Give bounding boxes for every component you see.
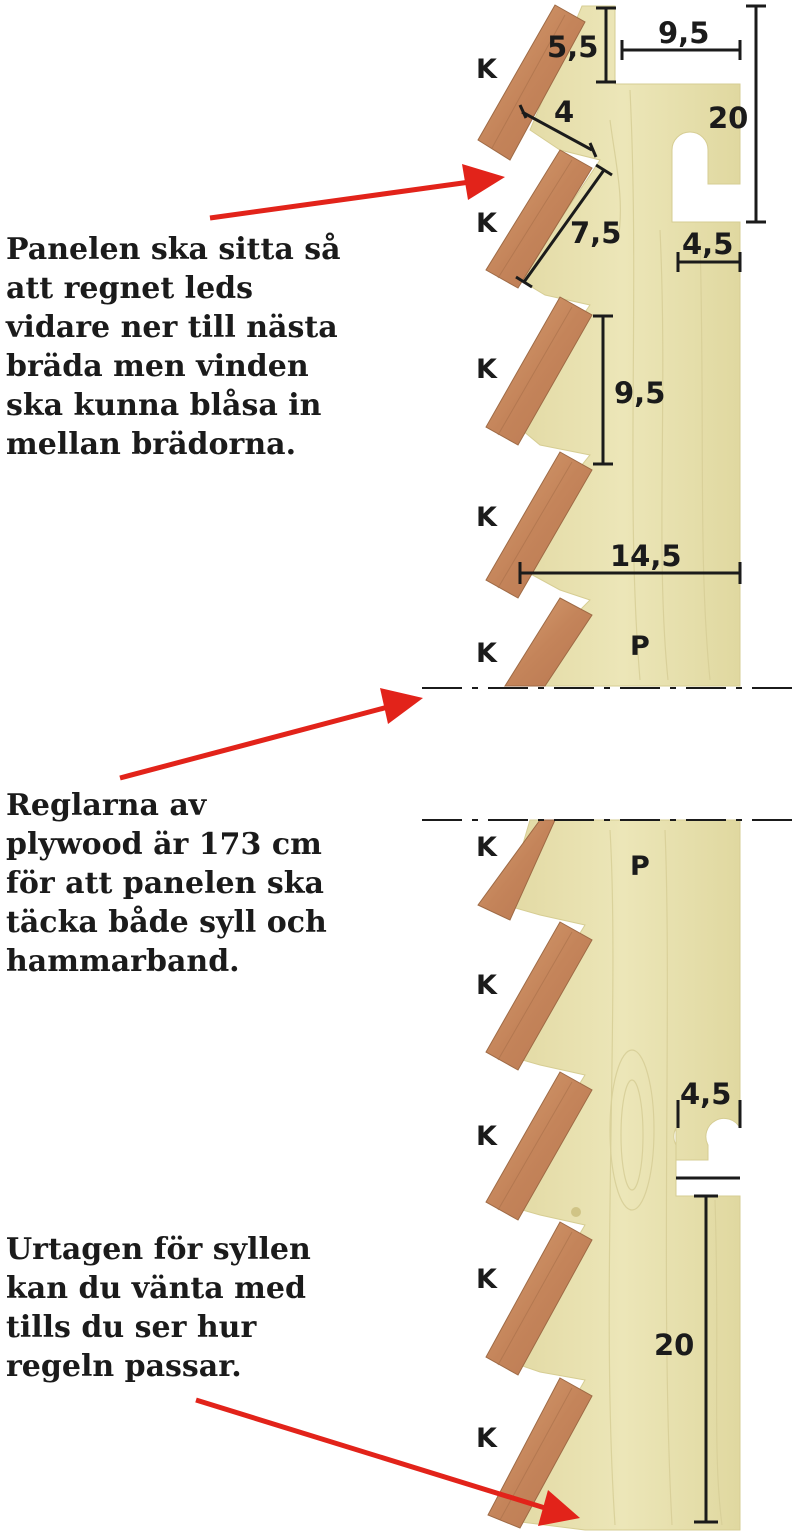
dim-notch-width-bottom: 4,5: [680, 1077, 732, 1111]
slat-label-10: K: [476, 1423, 497, 1454]
slat-label-1: K: [476, 54, 497, 85]
arrow-to-break: [120, 688, 423, 778]
rain-caption: Panelen ska sitta så att regnet leds vidare ner till nästa bräda men vinden ska kunna blåsa in mellan brädorna.: [6, 232, 341, 462]
dim-slat-depth: 7,5: [570, 216, 622, 250]
slat-label-9: K: [476, 1264, 497, 1295]
slat-label-5: K: [476, 638, 497, 669]
studs-caption: Reglarna av plywood är 173 cm för att panelen ska täcka både syll och hammarband.: [6, 788, 327, 979]
panel-label-lower: P: [630, 851, 650, 882]
dim-slat-top-height: 5,5: [547, 30, 599, 64]
dim-notch-width-top: 4,5: [682, 227, 734, 261]
dim-slat-thickness: 4: [554, 95, 575, 129]
break-lines: [422, 688, 796, 820]
slat-label-2: K: [476, 208, 497, 239]
dim-slat-spacing: 9,5: [614, 376, 666, 410]
slat-label-8: K: [476, 1121, 497, 1152]
panel-label-upper: P: [630, 631, 650, 662]
slat-label-3: K: [476, 354, 497, 385]
dim-top-notch-height: 20: [708, 101, 749, 135]
slat-label-6: K: [476, 832, 497, 863]
notch-caption: Urtagen för syllen kan du vänta med tills du ser hur regeln passar.: [6, 1232, 311, 1384]
slat-label-4: K: [476, 502, 497, 533]
dim-panel-width: 14,5: [610, 539, 682, 573]
arrow-to-slat: [210, 164, 505, 218]
dim-top-width: 9,5: [658, 16, 710, 50]
dim-bottom-notch-height: 20: [654, 1328, 695, 1362]
slat-label-7: K: [476, 970, 497, 1001]
